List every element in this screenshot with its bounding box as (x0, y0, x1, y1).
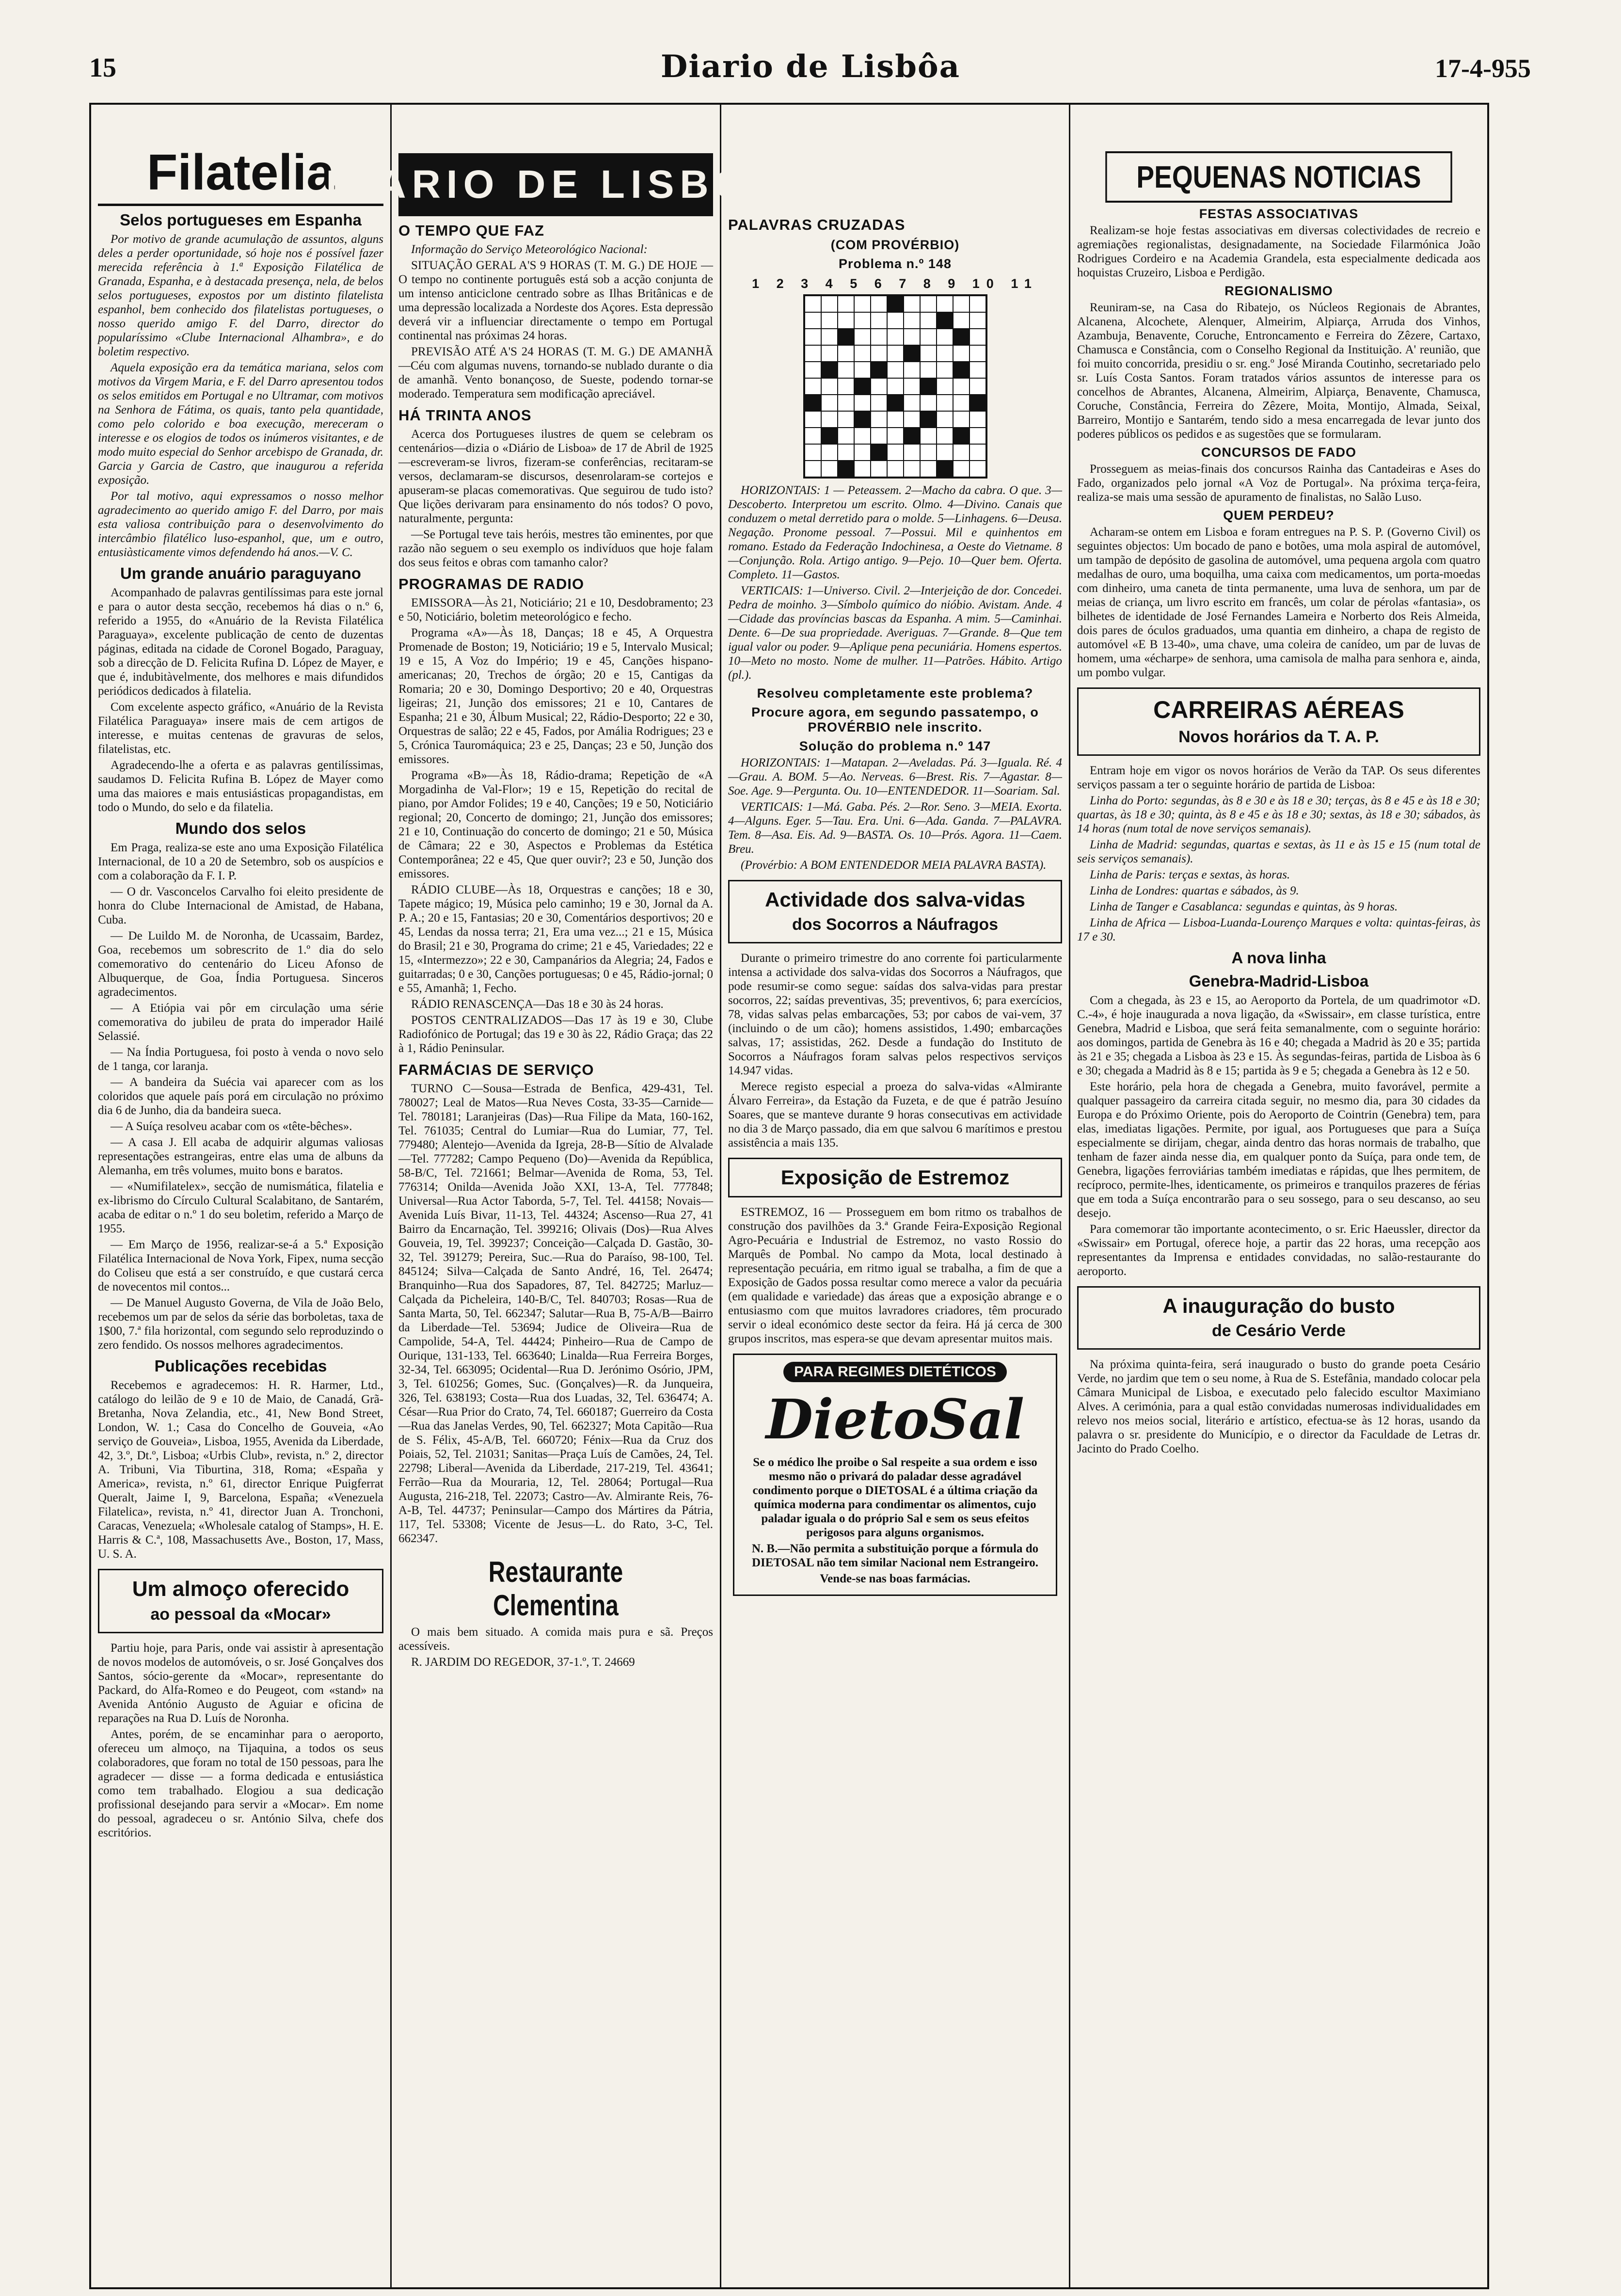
paragraph: Programa «B»—Às 18, Rádio-drama; Repetição de «A Morgadinha de Val-Flor»; 19 e 15, Repetição do recital de piano, por Amdor Folides; 19 e 40, Canções; 19 e 50, Noticiário regional; 20, Concerto de domingo; 21, Junção dos emissores; 21 e 10, Continuação do concerto de domingo; 21 e 50, Música de Câmara; 22 e 30, Aspectos e Problemas da Estética Contemporânea; 22 e 45, Que quer ouvir?; 23 e 50, Junção dos emissores. (398, 769, 713, 880)
paragraph: Acerca dos Portugueses ilustres de quem se celebram os centenários—dizia o «Diário de Lisboa» de 17 de Abril de 1925—escreveram-se livros, fizeram-se conferências, recitaram-se versos, declamaram-se discursos, desenrolaram-se cortejos e apuseram-se placas comemorativas. Que seguirou de tudo isto? Que lições derivaram para ensinamento do nós todos? O povo, naturalmente, pergunta: (398, 428, 713, 525)
crossword-cell[interactable] (805, 428, 821, 444)
column-services (326, 105, 786, 2287)
crossword-cell[interactable] (821, 312, 838, 329)
crossword-cell[interactable] (887, 378, 904, 395)
crossword-cell[interactable] (953, 461, 969, 477)
crossword-prompt: Procure agora, em segundo passatempo, o PROVÉRBIO nele inscrito. (751, 705, 1039, 734)
crossword-cell[interactable] (887, 411, 904, 428)
crossword-cell[interactable] (821, 461, 838, 477)
paragraph: — A casa J. Ell acaba de adquirir algumas valiosas representações estrangeiras, entre elas uma de albuns da Alemanha, em três volumes, muito bons e baratos. (98, 1136, 383, 1177)
crossword-cell[interactable] (937, 444, 953, 461)
crossword-cell[interactable] (920, 395, 937, 411)
paragraph: RÁDIO RENASCENÇA—Das 18 e 30 às 24 horas. (411, 998, 664, 1011)
section-heading: PROGRAMAS DE RADIO (398, 575, 585, 592)
paragraph: — De Luildo M. de Noronha, de Ucassaim, Bardez, Goa, recebemos um sobrescrito de 1.º dia do selo comemorativo do centenário do Liceu Afonso de Albuquerque, de Goa, Índia Portuguesa. Sinceros agradecimentos. (98, 929, 383, 999)
crossword-cell[interactable] (854, 428, 871, 444)
crossword-cell[interactable] (887, 461, 904, 477)
paragraph: Acharam-se ontem em Lisboa e foram entregues na P. S. P. (Governo Civil) os seguintes objectos: Um bocado de pano e botões, uma mola aspiral de automóvel, um tampão de depósito de gasolina de automóvel, uma pequena argola com quatro medalhas de ouro, uma boquilha, uma caixa com medicamentos, um porta-moedas com dinheiro, uma caneta de tinta permanente, uma luva de senhora, um par de meias de criança, um livro escrito em francês, um colar de pérolas «fantasia», os bilhetes de identidade de José Fernandes Lameira e Norberto dos Reis Almeida, dois pares de óculos graduados, uma quantia em dinheiro, a chapa de registo de automóvel «E B 13-40», uma chave, uma coleira de canídeo, um par de luvas de homem, uma «écharpe» de senhora, uma camisola de malha para senhora e, ainda, um pombo vulgar. (1077, 526, 1480, 679)
pequenas-noticias-title: PEQUENAS NOTICIAS (1105, 151, 1452, 203)
crossword-cell[interactable] (920, 312, 937, 329)
crossword-cell[interactable] (953, 296, 969, 312)
column-crossword (721, 105, 1070, 2287)
crossword-cell[interactable] (904, 411, 920, 428)
crossword-cell[interactable] (937, 378, 953, 395)
crossword-cell[interactable] (937, 395, 953, 411)
crossword-cell[interactable] (953, 444, 969, 461)
paragraph: —Se Portugal teve tais heróis, mestres tão eminentes, por que razão não seguem o seu exemplo os indivíduos que hoje falam dos seus feitos e obras com tamanho calor? (398, 528, 713, 569)
section-heading: Selos portugueses em Espanha (120, 211, 362, 229)
crossword-cell (887, 296, 904, 312)
paragraph: Para comemorar tão importante acontecimento, o sr. Eric Haeussler, director da «Swissair» em Portugal, oferece hoje, a partir das 22 horas, uma recepção aos representantes da Imprensa e entidades convidadas, no salão-restaurante do aeroporto. (1077, 1223, 1480, 1278)
crossword-cell[interactable] (805, 345, 821, 362)
crossword-cell[interactable] (838, 312, 854, 329)
crossword-cell[interactable] (821, 345, 838, 362)
crossword-cell[interactable] (937, 329, 953, 345)
crossword-cell[interactable] (854, 444, 871, 461)
paragraph: Acompanhado de palavras gentilíssimas para este jornal e para o autor desta secção, recebemos há dias o n.º 6, referido a 1955, do «Anuário de la Revista Filatélica Paraguaya», excelente publicação de cento de duzentas páginas, editada na cidade de Coronel Bogado, Paraguay, sob a direcção de D. Felicita Rufina D. López de Mayer, e que é, indubitàvelmente, dos melhores e mais difundidos periódicos dedicados à filatelia. (98, 586, 383, 698)
crossword-cell[interactable] (937, 411, 953, 428)
crossword-cell[interactable] (904, 395, 920, 411)
crossword-problem: Problema n.º 148 (839, 256, 952, 271)
section-heading: FARMÁCIAS DE SERVIÇO (398, 1061, 594, 1078)
article-carreiras (1077, 687, 1480, 756)
ad-text: N. B.—Não permita a substituição porque a fórmula do DIETOSAL não tem similar Nacional nem Estrangeiro. (751, 1542, 1039, 1569)
article-subtitle: ao pessoal da «Mocar» (150, 1605, 331, 1624)
crossword-cell (953, 428, 969, 444)
paragraph: — «Numifilatelex», secção de numismática, filatelia e ex-librismo do Círculo Cultural Scalabitano, de Santarém, acaba de editar o n.º 1 do seu boletim, referido a Março de 1955. (98, 1180, 383, 1235)
crossword-cell[interactable] (854, 296, 871, 312)
crossword-cell (937, 461, 953, 477)
crossword-cell[interactable] (854, 312, 871, 329)
paragraph: Linha do Porto: segundas, às 8 e 30 e às 18 e 30; terças, às 8 e 45 e às 18 e 30; quartas, às 18 e 30; quinta, às 8 e 45 e às 18 e 30; sextas, às 18 e 30; sábados, às 14 horas (num total de nove serviços semanais). (1077, 794, 1480, 835)
crossword-cell[interactable] (871, 296, 887, 312)
paragraph: Prosseguem as meias-finais dos concursos Rainha das Cantadeiras e Ases do Fado, organizados pelo jornal «A Voz de Portugal». Na próxima terça-feira, realiza-se mais uma sessão de apuramento de finalistas, no Salão Luso. (1077, 462, 1480, 504)
crossword-cell[interactable] (904, 362, 920, 378)
crossword-cell[interactable] (937, 362, 953, 378)
crossword-heading: PALAVRAS CRUZADAS (728, 216, 906, 233)
article-subtitle: Novos horários da T. A. P. (1178, 728, 1379, 746)
crossword-cell[interactable] (953, 312, 969, 329)
crossword-cell[interactable] (920, 428, 937, 444)
crossword-cell[interactable] (871, 312, 887, 329)
section-heading: O TEMPO QUE FAZ (398, 222, 544, 239)
paragraph: HORIZONTAIS: 1—Matapan. 2—Aveladas. Pá. 3—Iguala. Ré. 4—Grau. A. BOM. 5—Ao. Nerveas. 6—Brest. Ris. 7—Agastar. 8—Soe. Age. 9—Pergunta. Ou. 10—ENTENDEDOR. 11—Soariam. Sal. (728, 756, 1062, 797)
crossword-cell (953, 362, 969, 378)
section-heading: A nova linha (1231, 949, 1326, 967)
paragraph: Linha de Paris: terças e sextas, às horas. (1090, 868, 1290, 881)
crossword-cell (854, 378, 871, 395)
crossword-cell[interactable] (887, 312, 904, 329)
paragraph: Linha de Tanger e Casablanca: segundas e quintas, às 9 horas. (1090, 900, 1398, 913)
crossword-cell[interactable] (969, 444, 986, 461)
crossword-cell[interactable] (887, 428, 904, 444)
section-subheading: Genebra-Madrid-Lisboa (1189, 972, 1369, 990)
crossword-cell[interactable] (854, 329, 871, 345)
crossword-cell[interactable] (838, 296, 854, 312)
crossword-cell (904, 428, 920, 444)
section-heading: CONCURSOS DE FADO (1201, 445, 1357, 460)
crossword-cell[interactable] (887, 444, 904, 461)
crossword-cell (887, 395, 904, 411)
crossword-cell[interactable] (969, 411, 986, 428)
crossword-cell[interactable] (953, 395, 969, 411)
paragraph: Linha de Africa — Lisboa-Luanda-Lourenço Marques e volta: quintas-feiras, às 17 e 30. (1077, 916, 1480, 943)
crossword-cell[interactable] (920, 362, 937, 378)
article-subtitle: dos Socorros a Náufragos (792, 915, 999, 934)
paragraph: EMISSORA—Às 21, Noticiário; 21 e 10, Desdobramento; 23 e 50, Noticiário, boletim meteorológico e fecho. (398, 596, 713, 623)
crossword-grid-wrap (728, 294, 1062, 478)
paragraph: Realizam-se hoje festas associativas em diversas colectividades de recreio e agremiações regionalistas, designadamente, na Sociedade Filarmónica João Rodrigues Cordeiro e na Academia Grandela, esta especialmente dedicada aos hoquistas Cruzeiro, Lisboa e Perdigão. (1077, 224, 1480, 279)
crossword-cell[interactable] (805, 411, 821, 428)
section-heading: Mundo dos selos (175, 819, 306, 837)
crossword-cell[interactable] (937, 345, 953, 362)
crossword-cell[interactable] (904, 296, 920, 312)
crossword-cell[interactable] (920, 444, 937, 461)
crossword-cell[interactable] (904, 329, 920, 345)
paragraph: — De Manuel Augusto Governa, de Vila de João Belo, recebemos um par de selos da série das borboletas, taxa de 1$00, 7.ª fila horizontal, com segundo selo reproduzindo o zero fendido. Os nossos melhores agradecimentos. (98, 1296, 383, 1352)
article-salva-vidas (728, 880, 1062, 943)
crossword-grid[interactable] (803, 294, 987, 478)
crossword-cell[interactable] (904, 461, 920, 477)
crossword-cell[interactable] (969, 362, 986, 378)
section-heading: Um grande anuário paraguyano (120, 564, 361, 582)
paragraph: HORIZONTAIS: 1 — Peteassem. 2—Macho da cabra. O que. 3—Descoberto. Interpretou um escrito. Olmo. 4—Divino. Canais que conduzem o metal derretido para o molde. 5—Linhagens. 6—Deusa. Negação. Pronome pessoal. 7—Possui. Mil e quinhentos em romano. Estado da Federação Indochinesa, a Oeste do Vietname. 8—Conjunção. Rola. Artigo antigo. 9—Pejo. 10—Quer bem. Oferta. Completo. 11—Gastos. (728, 484, 1062, 581)
crossword-cell[interactable] (871, 329, 887, 345)
crossword-cell[interactable] (805, 461, 821, 477)
crossword-cell[interactable] (887, 362, 904, 378)
paragraph: Na próxima quinta-feira, será inaugurado o busto do grande poeta Cesário Verde, no jardim que tem o seu nome, à Rua de S. Estefânia, mandado colocar pela Câmara Municipal de Lisboa, e executado pelo falecido escultor Maximiano Alves. A cerimónia, para a qual estão convidadas numerosas individualidades em relevo nos meios social, literário e artístico, efectua-se às 12 horas, usando da palavra o sr. presidente do Município, e o director da Faculdade de Letras dr. Jacinto do Prado Coelho. (1077, 1358, 1480, 1455)
restaurant-ad-title: Restaurante Clementina (488, 1556, 623, 1622)
crossword-cell[interactable] (920, 296, 937, 312)
paragraph: Recebemos e agradecemos: H. R. Harmer, Ltd., catálogo do leilão de 9 e 10 de Maio, de Canadá, Grã-Bretanha, Nova Zelandia, etc., 41, New Bond Street, London, W. 1.; Casa do Concelho de Gouveia, «Ao serviço de Gouveia», Lisboa, 1955, Avenida da Liberdade, 42, 3.º, Dt.º, Lisboa; «Urbis Club», revista, n.º 2, director A. Tribuni, Via Tiburtina, 318, Roma; «España y America», revista, n.º 61, director Enrique Puigferrat Queralt, Jaime I, 9, Barcelona, España; «Venezuela Filatelica», revista, n.º 41, director Juan A. Tronchoni, Caracas, Venezuela; «Wholesale catalog of Stamps», H. E. Harris & C.ª, 108, Massachusetts Ave., Boston, 17, Mass, U. S. A. (98, 1379, 383, 1561)
crossword-cell[interactable] (871, 395, 887, 411)
crossword-cell[interactable] (805, 378, 821, 395)
crossword-cell[interactable] (920, 345, 937, 362)
crossword-cell[interactable] (871, 411, 887, 428)
paragraph: TURNO C—Sousa—Estrada de Benfica, 429-431, Tel. 780027; Leal de Matos—Rua Neves Costa, 33-35—Carnide—Tel. 780181; Laranjeiras (Das)—Rua Filipe da Mata, 160-162, Tel. 761035; Central do Lumiar—Rua do Lumiar, 77, Tel. 779480; Alentejo—Avenida da Igreja, 28-B—Sítio de Alvalade—Tel. 777282; Campo Pequeno (Do)—Avenida da República, 58-B/C, Tel. 721661; Belmar—Avenida de Roma, 53, Tel. 776314; Onilda—Avenida João XXI, 13-A, Tel. 777848; Universal—Rua Actor Taborda, 5-7, Tel. Tel. 44158; Novais—Avenida Luís Bivar, 11-13, Tel. 44324; Ascenso—Rua 27, 41 Bairro da Encarnação, Tel. 399216; Olivais (Dos)—Rua Alves Gouveia, 19, Tel. 399237; Conceição—Calçada D. Gastão, 30-32, Tel. 391279; Pereira, Suc.—Rua do Paraíso, 98-100, Tel. 845124; Silva—Calçada de Santo André, 16, Tel. 26474; Branquinho—Rua dos Sapadores, 87, Tel. 842725; Marluz—Calçada da Picheleira, 140-B/C, Tel. 840703; Rosas—Rua de Santa Marta, 50, Tel. 662347; Salutar—Rua B, 75-A/B—Bairro da Liberdade—Tel. 53694; Judice de Oliveira—Rua de Campolide, 54-A, Tel. 44424; Pinheiro—Rua de Campo de Ourique, 131-133, Tel. 663640; Linalda—Rua Ferreira Borges, 32-34, Tel. 663095; Ocidental—Rua D. Jerónimo Osório, JPM, 3, Tel. 610256; Gomes, Suc. (Gonçalves)—R. da Junqueira, 326, Tel. 638193; Costa—Rua dos Luadas, 32, Tel. 636474; A. César—Rua Prior do Crato, 74, Tel. 660187; Guerreiro da Costa—Rua das Janelas Verdes, 90, Tel. 662327; Mota Capitão—Rua de S. Félix, 45-A/B, Tel. 660720; Fénix—Rua da Cruz dos Poiais, 52, Tel. 21031; Sanitas—Praça Luís de Camões, 24, Tel. 22798; Liberal—Avenida da Liberdade, 217-219, Tel. 43641; Ferrão—Rua da Mouraria, 12, Tel. 28064; Portugal—Rua Augusta, 216-218, Tel. 22073; Castro—Av. Almirante Reis, 76-A-B, Tel. 44737; Peninsular—Campo dos Mártires da Pátria, 117, Tel. 53308; Vicente de Jesus—L. do Rato, 3-C, Tel. 662347. (398, 1082, 713, 1545)
article-almoco (98, 1569, 383, 1633)
crossword-cell[interactable] (854, 461, 871, 477)
paragraph: Antes, porém, de se encaminhar para o aeroporto, ofereceu um almoço, na Tijaquina, a todos os seus colaboradores, que foram no total de 150 pessoas, para lhe agradecer — disse — a forma dedicada e entusiástica como tem trabalhado. Elogiou a sua dedicação profissional desejando para servir a «Mocar». Em nome do pessoal, agradeceu o sr. António Silva, chefe dos escritórios. (98, 1728, 383, 1839)
article-title: A inauguração do busto (1162, 1294, 1395, 1317)
crossword-cell[interactable] (854, 395, 871, 411)
crossword-cell (969, 395, 986, 411)
crossword-cell (904, 345, 920, 362)
dietosal-ad (733, 1354, 1057, 1596)
column-pequenas-noticias (1070, 105, 1487, 2287)
issue-date: 17-4-955 (1435, 54, 1531, 83)
crossword-cell (805, 395, 821, 411)
crossword-cell[interactable] (887, 329, 904, 345)
crossword-cell (838, 329, 854, 345)
article-title: Um almoço oferecido (132, 1577, 350, 1601)
paragraph: POSTOS CENTRALIZADOS—Das 17 às 19 e 30, Clube Radiofónico de Portugal; das 19 e 30 às 22, Rádio Graça; das 22 à 1, Rádio Peninsular. (398, 1014, 713, 1055)
crossword-cell[interactable] (904, 312, 920, 329)
column-filatelia (91, 105, 392, 2287)
crossword-prompt: Resolveu completamente este problema? (757, 686, 1033, 701)
solution-heading: Solução do problema n.º 147 (799, 739, 991, 753)
crossword-cell (854, 411, 871, 428)
filatelia-title: Filatelia (98, 144, 383, 206)
crossword-cell[interactable] (953, 411, 969, 428)
crossword-cell[interactable] (953, 378, 969, 395)
paragraph: R. JARDIM DO REGEDOR, 37-1.º, T. 24669 (411, 1656, 635, 1669)
crossword-cell[interactable] (920, 329, 937, 345)
crossword-cell[interactable] (854, 362, 871, 378)
paragraph: Agradecendo-lhe a oferta e as palavras gentilíssimas, saudamos D. Felicita Rufina B. López de Mayer como uma das maiores e mais entusiásticas propagandistas, em todo o Mundo, do selo e da filatelia. (98, 759, 383, 814)
crossword-cell[interactable] (805, 329, 821, 345)
paragraph: (Provérbio: A BOM ENTENDEDOR MEIA PALAVRA BASTA). (741, 859, 1047, 872)
crossword-cell[interactable] (805, 444, 821, 461)
crossword-cell[interactable] (854, 345, 871, 362)
crossword-cell[interactable] (937, 428, 953, 444)
ad-text: Vende-se nas boas farmácias. (820, 1572, 970, 1585)
dietosal-logo: DietoSal (765, 1388, 1025, 1451)
crossword-cell[interactable] (904, 444, 920, 461)
crossword-cell[interactable] (969, 428, 986, 444)
crossword-cell[interactable] (969, 378, 986, 395)
paragraph: — Na Índia Portuguesa, foi posto à venda o novo selo de 1 tanga, cor laranja. (98, 1046, 383, 1073)
crossword-cell[interactable] (871, 345, 887, 362)
paragraph: Informação do Serviço Meteorológico Nacional: (411, 243, 648, 256)
paragraph: Linha de Madrid: segundas, quartas e sextas, às 11 e às 15 e 15 (num total de seis serviços semanais). (1077, 838, 1480, 865)
crossword-cell[interactable] (821, 411, 838, 428)
paragraph: RÁDIO CLUBE—Às 18, Orquestras e canções; 18 e 30, Tapete mágico; 19, Música pelo caminho; 19 e 30, Jornal da A. P. A.; 20 e 15, Fantasias; 20 e 30, Comentários desportivos; 20 e 45, Lendas da nossa terra; 21, Era uma vez...; 21 e 15, Música do Brasil; 21 e 30, Programa do crime; 21 e 45, Variedades; 22 e 15, «Intermezzo»; 22 e 30, Campanários da Alegria; 24, Fados e guitarradas; 0 e 30, Canções portuguesas; 0 e 45, Rádio-jornal; 0 e 55, Amanhã; 1, Fecho. (398, 883, 713, 995)
crossword-column-numbers: 1 2 3 4 5 6 7 8 9 10 11 (752, 276, 1038, 291)
paragraph: Com excelente aspecto gráfico, «Anuário de la Revista Filatélica Paraguaya» insere mais de cem artigos de interesse, e muitas centenas de gravuras de selos, filatelistas, etc. (98, 701, 383, 756)
newspaper-title: Diario de Lisbôa (660, 48, 961, 85)
paragraph: VERTICAIS: 1—Universo. Civil. 2—Interjeição de dor. Concedei. Pedra de moinho. 3—Símbolo químico do nióbio. Avistam. Ande. 4—Cidade das províncias bascas da Espanha. A mim. 5—Caminhai. Dente. 6—De sua propriedade. Averiguas. 7—Grande. 8—Que tem igual valor ou poder. 9—Aplique pena pecuniária. Homens espertos. 10—Meto no mosto. Nome de mulher. 11—Patrões. Hábito. Artigo (pl.). (728, 584, 1062, 682)
crossword-cell (871, 362, 887, 378)
banner-text: DIARIO DE LISBOA (326, 162, 786, 207)
crossword-cell[interactable] (871, 378, 887, 395)
paragraph: Este horário, pela hora de chegada a Genebra, muito favorável, permite a qualquer passageiro da carreira citada seguir, no mesmo dia, para 30 cidades da Europa e do Próximo Oriente, pois do Aeroporto de Cointrin (Genebra) tem, para elas, imediatas ligações. Permite, por igual, aos Portugueses que para a Suíça especialmente se dirijam, chegar, ainda dentro das horas normais de trabalho, que tenham de fazer ainda nesse dia, em qualquer ponto da Suíça, para onde tem, de Genebra, ligações ferroviárias também imediatas e rápidas, que lhes permitem, de recíproco, permite-lhes, identicamente, os primeiros e tranquilos prazeres de férias que em toda a Suíça encontrarão para o seu sossego, para o seu descanso, ao seu desejo. (1077, 1080, 1480, 1220)
crossword-cell[interactable] (838, 444, 854, 461)
paragraph: Aquela exposição era da temática mariana, selos com motivos da Virgem Maria, e F. del Darro apresentou todos os selos emitidos em Portugal e no Ultramar, com motivos na Senhora de Fátima, os quais, tanto pela quantidade, como pelo colorido e boa execução, mereceram o interesse e os elogios de todos os inúmeros visitantes, e de modo muito especial do Senhor arcebispo de Granada, dr. Garcia y Garcia de Castro, que inaugurou a referida exposição. (98, 361, 383, 487)
article-title: Exposição de Estremoz (780, 1166, 1010, 1189)
crossword-cell[interactable] (953, 345, 969, 362)
crossword-cell[interactable] (805, 312, 821, 329)
crossword-cell[interactable] (937, 296, 953, 312)
crossword-cell[interactable] (871, 461, 887, 477)
paragraph: PREVISÃO ATÉ A'S 24 HORAS (T. M. G.) DE AMANHÃ—Céu com algumas nuvens, tornando-se nublado durante o dia de amanhã. Vento bonançoso, de Sueste, podendo tornar-se moderado. Temperatura sem modificação apreciável. (398, 345, 713, 400)
article-busto (1077, 1286, 1480, 1350)
paragraph: Com a chegada, às 23 e 15, ao Aeroporto da Portela, de um quadrimotor «D. C.-4», é hoje inaugurada a nova ligação, da «Swissair», em classe turística, entre Genebra, Madrid e Lisboa, que será feita semanalmente, com o seguinte horário: aos domingos, partida de Genebra às 16 e 40; chegada a Madrid às 20 e 35; partida às 21 e 35; chegada a Lisboa às 23 e 15. Às segundas-feiras, partida de Lisboa às 6 e 30; chegada a Madrid às 8 e 15; partida às 9 e 5; chegada a Genebra às 12 e 50. (1077, 994, 1480, 1077)
crossword-cell[interactable] (969, 345, 986, 362)
crossword-cell (937, 312, 953, 329)
crossword-cell[interactable] (805, 296, 821, 312)
page-frame (89, 103, 1489, 2289)
crossword-cell (953, 329, 969, 345)
crossword-cell[interactable] (969, 312, 986, 329)
crossword-cell[interactable] (838, 362, 854, 378)
paragraph: — A bandeira da Suécia vai aparecer com as los coloridos que aquele país porá em circulação no próximo dia 6 de Junho, dia da bandeira sueca. (98, 1076, 383, 1117)
crossword-cell[interactable] (821, 378, 838, 395)
paragraph: VERTICAIS: 1—Má. Gaba. Pés. 2—Ror. Seno. 3—MEIA. Exorta. 4—Alguns. Eger. 5—Tau. Era. Uni. 6—Ada. Ganda. 7—PALAVRA. Tem. 8—Asa. Eis. Ad. 9—BASTA. Os. 10—Prós. Agora. 11—Caem. Breu. (728, 800, 1062, 856)
section-heading: HÁ TRINTA ANOS (398, 407, 532, 424)
paragraph: Partiu hoje, para Paris, onde vai assistir à apresentação de novos modelos de automóveis, o sr. José Gonçalves dos Santos, sócio-gerente da «Mocar», representante do Packard, do Alfa-Romeo e do Peugeot, com «stand» na Avenida António Augusto de Aguiar e oficina de reparações na Rua D. Luís de Noronha. (98, 1642, 383, 1725)
crossword-cell[interactable] (969, 296, 986, 312)
section-heading: FESTAS ASSOCIATIVAS (1199, 207, 1359, 221)
crossword-cell[interactable] (838, 395, 854, 411)
crossword-cell[interactable] (838, 345, 854, 362)
crossword-cell[interactable] (821, 444, 838, 461)
article-subtitle: de Cesário Verde (1212, 1322, 1346, 1340)
paragraph: Por tal motivo, aqui expressamos o nosso melhor agradecimento ao querido amigo F. del Darro, por mais esta valiosa contribuição para o desenvolvimento do intercâmbio filatélico luso-espanhol, que, um e outro, entusiàsticamente vimos defendendo há anos.—V. C. (98, 490, 383, 559)
paragraph: — A Etiópia vai pôr em circulação uma série comemorativa do jubileu de prata do imperador Hailé Selassié. (98, 1002, 383, 1043)
paragraph: Merece registo especial a proeza do salva-vidas «Almirante Álvaro Ferreira», da Estação da Fuzeta, e de que é patrão Jesuíno Soares, que se manteve durante 9 horas consecutivas em actividade no dia 3 de Março passado, dia em que salvou 6 marítimos e prestou assistência a mais 135. (728, 1080, 1062, 1149)
article-title: CARREIRAS AÉREAS (1153, 696, 1404, 723)
paragraph: Entram hoje em vigor os novos horários de Verão da TAP. Os seus diferentes serviços passam a ter o seguinte horário de partida de Lisboa: (1077, 764, 1480, 791)
ad-text: Se o médico lhe proibe o Sal respeite a sua ordem e isso mesmo não o privará do paladar desse agradável condimento porque o DIETOSAL é a última criação da química moderna para condimentar os alimentos, cujo paladar iguala o do próprio Sal e sem os seus efeitos perigosos para alguns organismos. (752, 1456, 1038, 1539)
article-estremoz (728, 1158, 1062, 1197)
crossword-cell[interactable] (887, 345, 904, 362)
page-number: 15 (89, 53, 116, 83)
paragraph: Durante o primeiro trimestre do ano corrente foi particularmente intensa a actividade dos salva-vidas dos Socorros a Náufragos, que pode resumir-se como segue: saídas dos salva-vidas para prestar socorros, 22; saídas preventivas, 35; preventivos, 6; para exercícios, 78, vidas salvas pelas embarcações, 53; por cabos de vai-vem, 37 (incluindo o de um cão); homens assistidos, 1.490; embarcações salvas, 17; assistidas, 262. Desde a fundação do Instituto de Socorros a Náufragos foram salvas pelos respectivos serviços 14.947 vidas. (728, 952, 1062, 1077)
paragraph: Programa «A»—Às 18, Danças; 18 e 45, A Orquestra Promenade de Boston; 19, Noticiário; 19 e 5, Intervalo Musical; 19 e 15, A Voz do Império; 19 e 45, Canções hispano-americanas; 20, Trechos de órgão; 20 e 15, Cantigas da Romaria; 20 e 30, Domingo Desportivo; 20 e 40, Orquestras ligeiras; 21, Junção dos emissores; 21 e 10, Cantares de Espanha; 21 e 30, Álbum Musical; 22, Rádio-Desporto; 22 e 30, Orquestras de salão; 22 e 45, Fados, por Amália Rodrigues; 23 e 5, Crónica Tauromáquica; 23 e 25, Danças; 23 e 50, Junção dos emissores. (398, 626, 713, 766)
paragraph: Por motivo de grande acumulação de assuntos, alguns deles a perder oportunidade, só hoje nos é possível fazer merecida referência à 1.ª Exposição Filatélica de Granada, Espanha, e à destacada presença, nela, de belos selos portugueses, expostos por um distinto filatelista espanhol, bem conhecido dos filatelistas portugueses, o nosso querido amigo F. del Darro, director do popularíssimo «Clube Internacional Alhambra», e do boletim respectivo. (98, 233, 383, 358)
section-heading: Publicações recebidas (154, 1357, 327, 1375)
crossword-cell[interactable] (838, 378, 854, 395)
ad-tag: PARA REGIMES DIETÉTICOS (783, 1362, 1007, 1382)
paragraph: Em Praga, realiza-se este ano uma Exposição Filatélica Internacional, de 10 a 20 de Setembro, sob os auspícios e com a colaboração da F. I. P. (98, 841, 383, 882)
crossword-cell (871, 444, 887, 461)
paragraph: O mais bem situado. A comida mais pura e sã. Preços acessíveis. (398, 1626, 713, 1653)
paragraph: Reuniram-se, na Casa do Ribatejo, os Núcleos Regionais de Abrantes, Alcanena, Alcochete, Alenquer, Almeirim, Alpiarça, Arruda dos Vinhos, Azambuja, Benavente, Coruche, Entroncamento e Ferreira do Zêzere, Cartaxo, Chamusca e Constância, com o Conselho Regional da Instituição. A' reunião, que foi muito concorrida, presidiu o sr. eng.º José Miranda Coutinho, secretariado pelo sr. Luís Costa Santos. Foram tratados vários assuntos de interesse para os concelhos de Abrantes, Alcanena, Almeirim, Alpiarça, Benavente, Chamusca, Coruche, Constância, Ferreira do Zêzere, Moita, Montijo, Almada, Seixal, Barreiro, Montijo e Santarém, tendo sido a mesa encarregada de levar junto dos poderes públicos os pedidos e as sugestões que se formularam. (1077, 301, 1480, 441)
crossword-cell[interactable] (838, 428, 854, 444)
diario-banner (326, 153, 786, 216)
crossword-cell[interactable] (969, 461, 986, 477)
section-heading: QUEM PERDEU? (1223, 508, 1335, 523)
paragraph: — Em Março de 1956, realizar-se-á a 5.ª Exposição Filatélica Internacional de Nova York, Fipex, numa secção do Coliseu que está a ser construído, e que custará cerca de novecentos mil contos... (98, 1238, 383, 1293)
crossword-cell[interactable] (821, 329, 838, 345)
crossword-cell[interactable] (871, 428, 887, 444)
section-heading: REGIONALISMO (1224, 284, 1333, 298)
paragraph: SITUAÇÃO GERAL A'S 9 HORAS (T. M. G.) DE HOJE — O tempo no continente português está sob a acção conjunta de um intenso anticiclone centrado sobre as Ilhas Britânicas e de uma depressão localizada a Nordeste dos Açores. Esta depressão deverá vir a influenciar directamente o tempo em Portugal continental nas próximas 24 horas. (398, 259, 713, 342)
crossword-cell (838, 461, 854, 477)
crossword-cell (821, 362, 838, 378)
paragraph: — O dr. Vasconcelos Carvalho foi eleito presidente de honra do Clube Internacional de Amistad, de Habana, Cuba. (98, 885, 383, 926)
article-title: Actividade dos salva-vidas (765, 888, 1025, 911)
crossword-cell[interactable] (969, 329, 986, 345)
crossword-cell (821, 428, 838, 444)
crossword-cell (920, 411, 937, 428)
crossword-cell[interactable] (821, 296, 838, 312)
crossword-cell (920, 378, 937, 395)
crossword-cell[interactable] (920, 461, 937, 477)
paragraph: Linha de Londres: quartas e sábados, às 9. (1090, 884, 1299, 897)
crossword-cell[interactable] (821, 395, 838, 411)
crossword-cell[interactable] (904, 378, 920, 395)
crossword-cell[interactable] (805, 362, 821, 378)
paragraph: — A Suíça resolveu acabar com os «tête-bêches». (111, 1120, 352, 1133)
paragraph: ESTREMOZ, 16 — Prosseguem em bom ritmo os trabalhos de construção dos pavilhões da 3.ª Grande Feira-Exposição Regional Agro-Pecuária e Industrial de Estremoz, no vasto Rossio do Marquês de Pombal. No campo da Mota, local destinado à representação pecuária, em ritmo igual se trabalha, a fim de que a Exposição de Gados possa resultar como merece a valor da pecuária (em qualidade e variedade) das áreas que a exposição abrange e o entusiasmo com que muitos lavradores criadores, têm procurado servir o ideal económico deste sector da feira. Há já cerca de 300 grupos inscritos, mas espera-se que devam apresentar muitos mais. (728, 1206, 1062, 1345)
crossword-cell[interactable] (838, 411, 854, 428)
crossword-subheading: (COM PROVÉRBIO) (830, 238, 960, 252)
